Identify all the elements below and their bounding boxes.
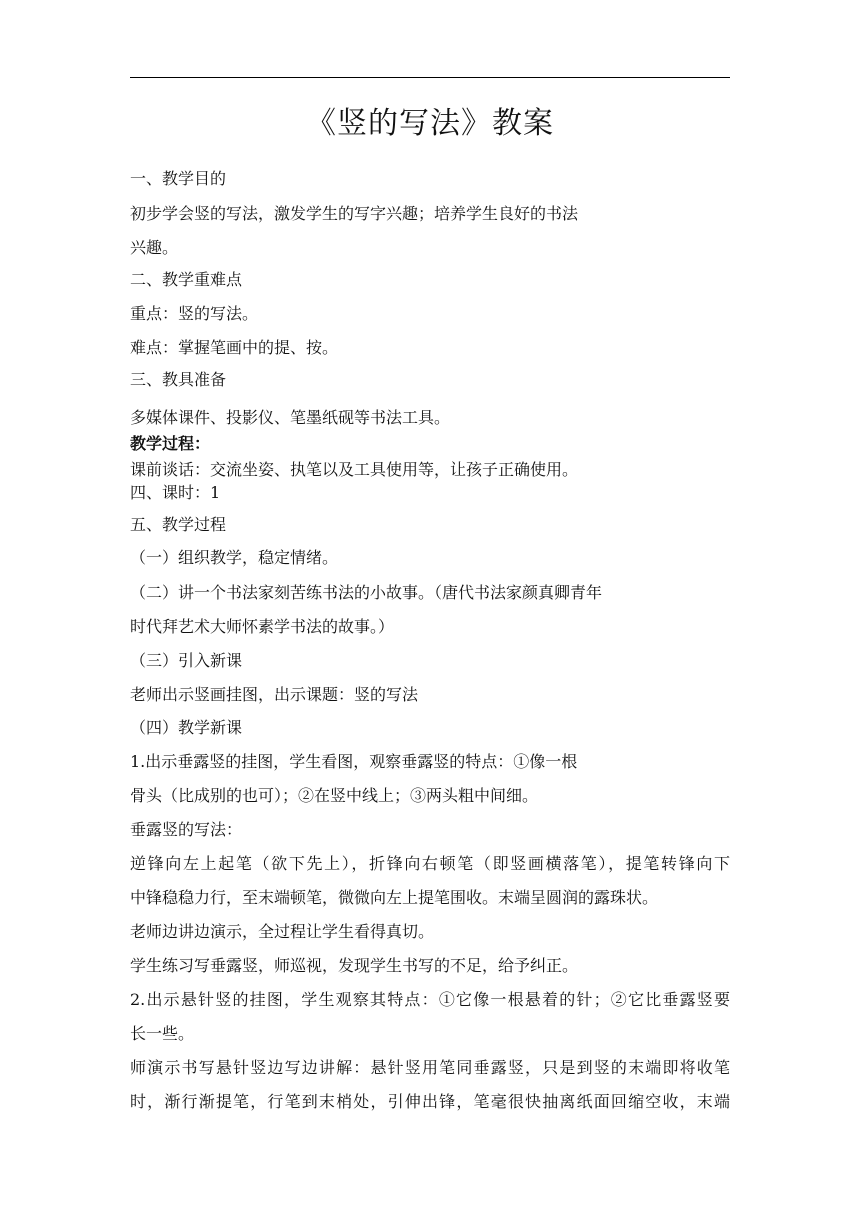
paragraph-line: 中锋稳稳力行，至末端顿笔，微微向左上提笔围收。末端呈圆润的露珠状。 [130,888,659,907]
section-heading-class-hours: 四、课时：1 [130,483,221,502]
section-heading-materials: 三、教具准备 [130,370,227,389]
bold-heading-teaching-process: 教学过程： [130,434,211,453]
paragraph-line: 时代拜艺术大师怀素学书法的故事。） [130,617,395,636]
paragraph-line: （一）组织教学，稳定情绪。 [130,548,339,567]
paragraph-line: 老师出示竖画挂图，出示课题：竖的写法 [130,685,419,704]
paragraph-line: （二）讲一个书法家刻苦练书法的小故事。（唐代书法家颜真卿青年 [130,583,603,602]
paragraph-line: 逆锋向左上起笔（欲下先上），折锋向右顿笔（即竖画横落笔），提笔转锋向下 [130,854,730,873]
header-rule [130,77,730,78]
paragraph-line: （三）引入新课 [130,651,243,670]
paragraph-line: 时，渐行渐提笔，行笔到末梢处，引伸出锋，笔毫很快抽离纸面回缩空收，末端 [130,1092,730,1111]
section-heading-objectives: 一、教学目的 [130,169,227,188]
paragraph-line: 骨头（比成别的也可）；②在竖中线上；③两头粗中间细。 [130,786,539,805]
section-heading-process: 五、教学过程 [130,515,227,534]
paragraph-line: （四）教学新课 [130,718,243,737]
paragraph-line: 1.出示垂露竖的挂图，学生看图，观察垂露竖的特点：①像一根 [130,752,578,771]
paragraph-line: 学生练习写垂露竖，师巡视，发现学生书写的不足，给予纠正。 [130,956,579,975]
paragraph-line: 多媒体课件、投影仪、笔墨纸砚等书法工具。 [130,408,451,427]
paragraph-line: 垂露竖的写法： [130,820,243,839]
paragraph-line: 难点：掌握笔画中的提、按。 [130,338,339,357]
paragraph-line: 老师边讲边演示，全过程让学生看得真切。 [130,922,435,941]
paragraph-line: 师演示书写悬针竖边写边讲解：悬针竖用笔同垂露竖，只是到竖的末端即将收笔 [130,1058,730,1077]
section-heading-key-points: 二、教学重难点 [130,270,243,289]
paragraph-line: 重点：竖的写法。 [130,304,259,323]
paragraph-line: 兴趣。 [130,238,179,257]
paragraph-line: 初步学会竖的写法，激发学生的写字兴趣；培养学生良好的书法 [130,204,579,223]
paragraph-line: 课前谈话：交流坐姿、执笔以及工具使用等，让孩子正确使用。 [130,460,579,479]
paragraph-line: 长一些。 [130,1024,195,1043]
document-title: 《竖的写法》教案 [306,106,554,141]
paragraph-line: 2.出示悬针竖的挂图，学生观察其特点：①它像一根悬着的针；②它比垂露竖要 [130,990,730,1009]
